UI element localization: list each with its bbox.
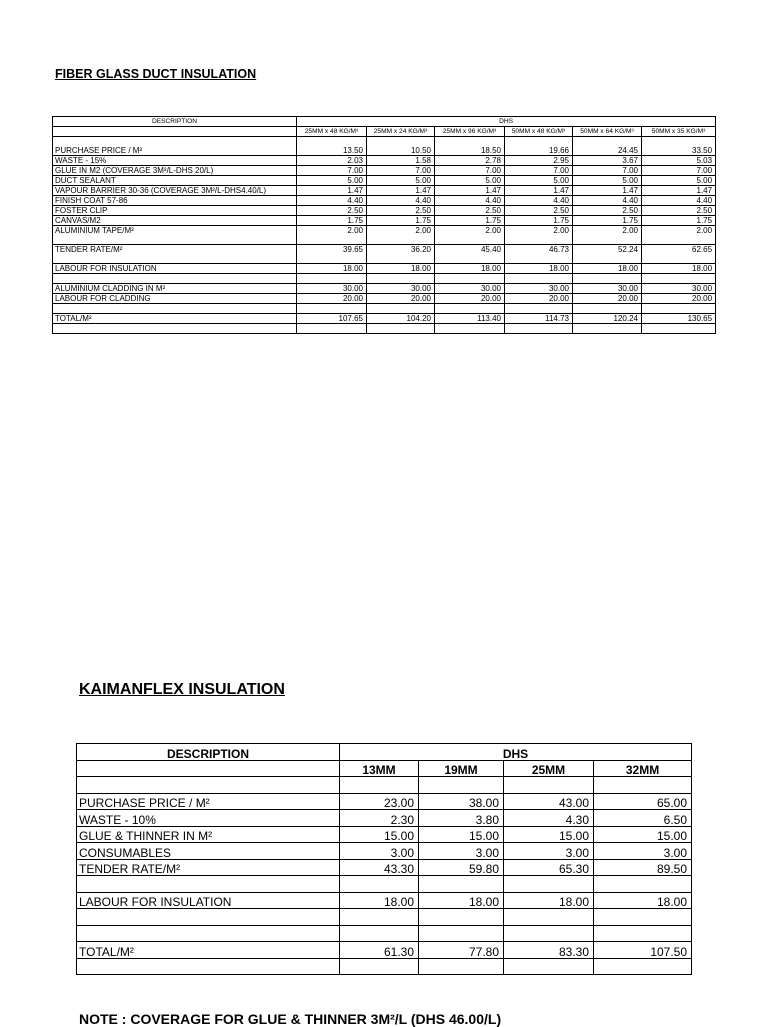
column-header: 13MM [340, 760, 419, 777]
value-cell: 1.75 [573, 216, 642, 226]
column-header: 25MM x 96 KG/M³ [435, 127, 505, 137]
table-row [53, 186, 716, 196]
value-cell: 15.00 [340, 826, 419, 843]
value-cell: 38.00 [419, 793, 504, 810]
table-row [53, 196, 716, 206]
value-cell: 24.45 [573, 146, 642, 156]
value-cell: 2.00 [573, 226, 642, 236]
table-row [77, 793, 692, 810]
value-cell: 18.00 [642, 264, 716, 274]
value-cell: 5.00 [297, 176, 367, 186]
value-cell: 2.95 [505, 156, 573, 166]
row-label: ALUMINIUM CLADDING IN M² [53, 284, 297, 294]
value-cell: 2.50 [435, 206, 505, 216]
value-cell: 33.50 [642, 146, 716, 156]
value-cell: 20.00 [642, 294, 716, 304]
row-label: PURCHASE PRICE / M² [53, 146, 297, 156]
value-cell: 18.00 [435, 264, 505, 274]
spacer-row [53, 137, 716, 147]
value-cell: 43.30 [340, 859, 419, 876]
spacer-row [53, 235, 716, 245]
value-cell: 4.30 [504, 810, 594, 827]
value-cell: 1.75 [367, 216, 435, 226]
value-cell: 1.47 [435, 186, 505, 196]
table-row [53, 284, 716, 294]
value-cell: 61.30 [340, 942, 419, 959]
value-cell: 20.00 [297, 294, 367, 304]
value-cell: 5.00 [505, 176, 573, 186]
value-cell: 1.47 [642, 186, 716, 196]
value-cell: 15.00 [594, 826, 692, 843]
column-header: 25MM [504, 760, 594, 777]
value-cell: 2.50 [573, 206, 642, 216]
currency-header: DHS [297, 117, 716, 127]
value-cell: 7.00 [573, 166, 642, 176]
kaimanflex-table [76, 743, 692, 975]
table-row [53, 156, 716, 166]
row-label: FINISH COAT 57-86 [53, 196, 297, 206]
value-cell: 18.00 [573, 264, 642, 274]
blank-cell [77, 760, 340, 777]
value-cell: 13.50 [297, 146, 367, 156]
table-row [77, 843, 692, 860]
value-cell: 2.00 [297, 226, 367, 236]
value-cell: 18.00 [419, 892, 504, 909]
value-cell: 30.00 [505, 284, 573, 294]
row-label: LABOUR FOR INSULATION [77, 892, 340, 909]
column-header: 25MM x 48 KG/M³ [297, 127, 367, 137]
value-cell: 5.00 [367, 176, 435, 186]
table-row [77, 942, 692, 959]
table-row [53, 176, 716, 186]
value-cell: 2.00 [642, 226, 716, 236]
value-cell: 7.00 [505, 166, 573, 176]
value-cell: 5.03 [642, 156, 716, 166]
value-cell: 114.73 [505, 314, 573, 324]
value-cell: 120.24 [573, 314, 642, 324]
value-cell: 107.65 [297, 314, 367, 324]
value-cell: 20.00 [435, 294, 505, 304]
spacer-row [53, 304, 716, 314]
value-cell: 23.00 [340, 793, 419, 810]
table-row [53, 206, 716, 216]
value-cell: 2.50 [642, 206, 716, 216]
row-label: GLUE & THINNER IN M² [77, 826, 340, 843]
spacer-row [77, 958, 692, 975]
value-cell: 2.00 [505, 226, 573, 236]
value-cell: 15.00 [419, 826, 504, 843]
value-cell: 83.30 [504, 942, 594, 959]
row-label: TENDER RATE/M² [77, 859, 340, 876]
value-cell: 5.00 [573, 176, 642, 186]
fiberglass-title: FIBER GLASS DUCT INSULATION [55, 67, 257, 81]
spacer-row [77, 876, 692, 893]
column-header: 19MM [419, 760, 504, 777]
value-cell: 30.00 [297, 284, 367, 294]
table-row [77, 892, 692, 909]
value-cell: 62.65 [642, 245, 716, 255]
value-cell: 18.00 [340, 892, 419, 909]
value-cell: 19.66 [505, 146, 573, 156]
value-cell: 18.00 [297, 264, 367, 274]
value-cell: 10.50 [367, 146, 435, 156]
value-cell: 65.30 [504, 859, 594, 876]
value-cell: 3.00 [419, 843, 504, 860]
value-cell: 1.47 [367, 186, 435, 196]
value-cell: 43.00 [504, 793, 594, 810]
value-cell: 7.00 [642, 166, 716, 176]
row-label: WASTE - 15% [53, 156, 297, 166]
table-row [77, 826, 692, 843]
value-cell: 2.00 [435, 226, 505, 236]
value-cell: 7.00 [297, 166, 367, 176]
value-cell: 2.50 [505, 206, 573, 216]
value-cell: 1.58 [367, 156, 435, 166]
blank-cell [53, 127, 297, 137]
value-cell: 113.40 [435, 314, 505, 324]
table-row [77, 810, 692, 827]
value-cell: 3.00 [594, 843, 692, 860]
value-cell: 20.00 [573, 294, 642, 304]
value-cell: 18.00 [504, 892, 594, 909]
currency-header: DHS [340, 744, 692, 761]
value-cell: 30.00 [367, 284, 435, 294]
coverage-note: NOTE : COVERAGE FOR GLUE & THINNER 3M²/L (DHS 46.00/L) [79, 1011, 502, 1027]
value-cell: 1.47 [297, 186, 367, 196]
value-cell: 2.30 [340, 810, 419, 827]
value-cell: 59.80 [419, 859, 504, 876]
value-cell: 39.65 [297, 245, 367, 255]
value-cell: 7.00 [367, 166, 435, 176]
table-row [53, 146, 716, 156]
value-cell: 18.00 [367, 264, 435, 274]
table-row [53, 245, 716, 255]
spacer-row [53, 274, 716, 284]
value-cell: 77.80 [419, 942, 504, 959]
row-label: TENDER RATE/M² [53, 245, 297, 255]
value-cell: 30.00 [642, 284, 716, 294]
spacer-row [53, 324, 716, 334]
table-row [53, 264, 716, 274]
value-cell: 1.47 [505, 186, 573, 196]
value-cell: 4.40 [367, 196, 435, 206]
row-label: DUCT SEALANT [53, 176, 297, 186]
value-cell: 18.00 [594, 892, 692, 909]
value-cell: 15.00 [504, 826, 594, 843]
row-label: PURCHASE PRICE / M² [77, 793, 340, 810]
table-row [53, 216, 716, 226]
value-cell: 4.40 [435, 196, 505, 206]
value-cell: 2.50 [367, 206, 435, 216]
spacer-row [53, 254, 716, 264]
value-cell: 1.75 [435, 216, 505, 226]
spacer-row [77, 925, 692, 942]
value-cell: 18.50 [435, 146, 505, 156]
value-cell: 4.40 [642, 196, 716, 206]
column-header: 32MM [594, 760, 692, 777]
value-cell: 52.24 [573, 245, 642, 255]
value-cell: 6.50 [594, 810, 692, 827]
spacer-row [77, 909, 692, 926]
value-cell: 107.50 [594, 942, 692, 959]
column-header: 25MM x 24 KG/M³ [367, 127, 435, 137]
row-label: TOTAL/M² [77, 942, 340, 959]
value-cell: 104.20 [367, 314, 435, 324]
value-cell: 1.75 [505, 216, 573, 226]
row-label: TOTAL/M² [53, 314, 297, 324]
value-cell: 30.00 [573, 284, 642, 294]
value-cell: 3.80 [419, 810, 504, 827]
value-cell: 2.03 [297, 156, 367, 166]
value-cell: 65.00 [594, 793, 692, 810]
table-row [53, 314, 716, 324]
column-header: 50MM x 48 KG/M³ [505, 127, 573, 137]
value-cell: 7.00 [435, 166, 505, 176]
table-row [53, 226, 716, 236]
value-cell: 5.00 [642, 176, 716, 186]
row-label: CANVAS/M2 [53, 216, 297, 226]
value-cell: 89.50 [594, 859, 692, 876]
value-cell: 45.40 [435, 245, 505, 255]
table-row [53, 166, 716, 176]
kaimanflex-title: KAIMANFLEX INSULATION [79, 681, 285, 698]
value-cell: 20.00 [505, 294, 573, 304]
description-header: DESCRIPTION [53, 117, 297, 127]
row-label: VAPOUR BARRIER 30-36 (COVERAGE 3M²/L-DHS4.40/L) [53, 186, 297, 196]
value-cell: 46.73 [505, 245, 573, 255]
row-label: ALUMINIUM TAPE/M² [53, 226, 297, 236]
description-header: DESCRIPTION [77, 744, 340, 761]
value-cell: 4.40 [297, 196, 367, 206]
column-header: 50MM x 35 KG/M³ [642, 127, 716, 137]
value-cell: 30.00 [435, 284, 505, 294]
value-cell: 2.78 [435, 156, 505, 166]
row-label: WASTE - 10% [77, 810, 340, 827]
value-cell: 4.40 [505, 196, 573, 206]
value-cell: 20.00 [367, 294, 435, 304]
row-label: CONSUMABLES [77, 843, 340, 860]
row-label: LABOUR FOR CLADDING [53, 294, 297, 304]
row-label: LABOUR FOR INSULATION [53, 264, 297, 274]
row-label: GLUE IN M2 (COVERAGE 3M²/L-DHS 20/L) [53, 166, 297, 176]
spacer-row [77, 777, 692, 794]
value-cell: 3.67 [573, 156, 642, 166]
value-cell: 3.00 [504, 843, 594, 860]
value-cell: 1.75 [297, 216, 367, 226]
table-row [77, 859, 692, 876]
row-label: FOSTER CLIP [53, 206, 297, 216]
value-cell: 2.00 [367, 226, 435, 236]
value-cell: 18.00 [505, 264, 573, 274]
fiberglass-table [52, 116, 716, 334]
table-row [53, 294, 716, 304]
value-cell: 1.75 [642, 216, 716, 226]
column-header: 50MM x 64 KG/M³ [573, 127, 642, 137]
value-cell: 3.00 [340, 843, 419, 860]
value-cell: 1.47 [573, 186, 642, 196]
value-cell: 130.65 [642, 314, 716, 324]
value-cell: 5.00 [435, 176, 505, 186]
value-cell: 36.20 [367, 245, 435, 255]
value-cell: 2.50 [297, 206, 367, 216]
value-cell: 4.40 [573, 196, 642, 206]
